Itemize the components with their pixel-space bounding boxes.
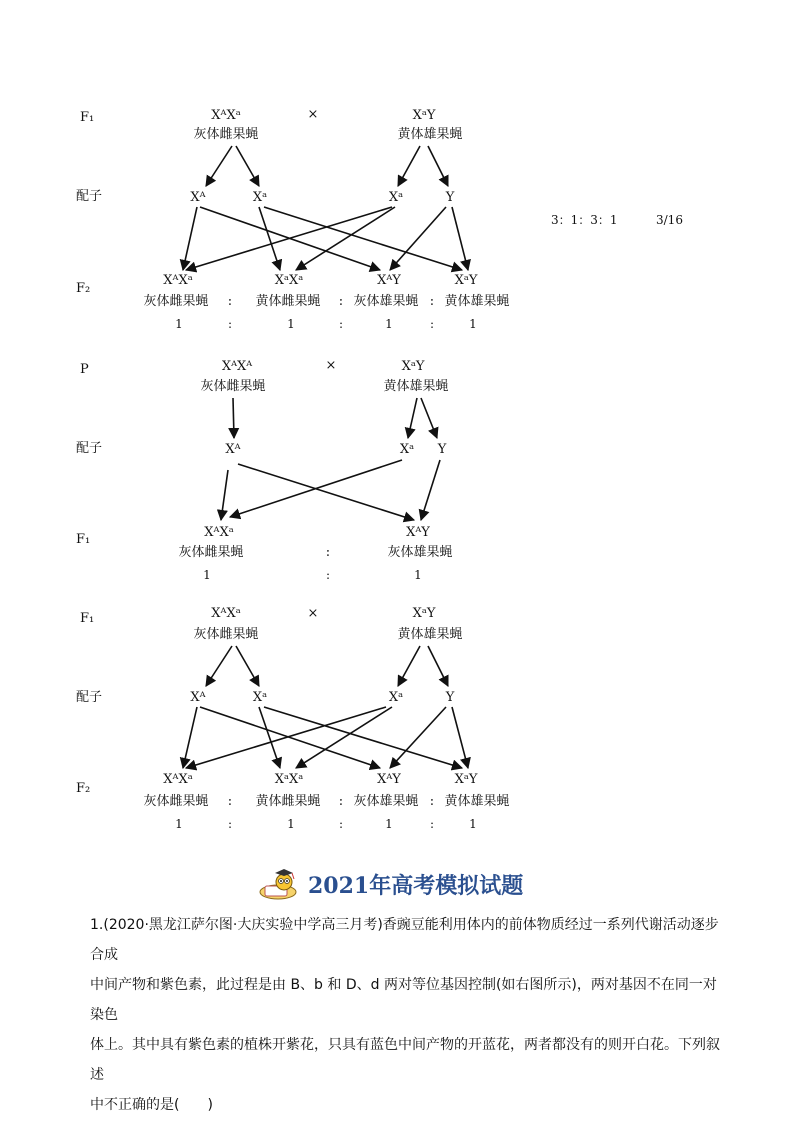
ratio-separator: : — [338, 294, 344, 309]
arrow — [236, 146, 259, 186]
offspring-ratio: 1 — [175, 817, 183, 831]
gamete-label: 配子 — [76, 441, 103, 456]
offspring-ratio: 1 — [287, 817, 295, 831]
ratio-separator: : — [429, 794, 435, 809]
question-line: 中间产物和紫色素，此过程是由 B、b 和 D、d 两对等位基因控制(如右图所示)，两对基因不在同一对染色 — [90, 977, 717, 1023]
arrow — [296, 207, 395, 270]
parent-male-genotype: XᵃY — [412, 606, 436, 621]
offspring-ratio: 1 — [469, 317, 477, 331]
parent-male-phenotype: 黄体雄果蝇 — [397, 127, 463, 142]
generation-label: F₁ — [80, 611, 95, 626]
offspring-genotype: XᴬXᵃ — [163, 273, 193, 288]
gamete: Xᵃ — [252, 190, 268, 205]
parent-male-phenotype: 黄体雄果蝇 — [397, 627, 463, 642]
arrow — [452, 207, 468, 270]
question-line: 1.(2020·黑龙江萨尔图·大庆实验中学高三月考)香豌豆能利用体内的前体物质经过一系列代谢活动逐步合成 — [90, 917, 719, 963]
parent-male-genotype: XᵃY — [401, 359, 425, 374]
offspring-phenotype: 黄体雌果蝇 — [255, 294, 321, 309]
cross-symbol: × — [307, 606, 319, 621]
offspring-phenotype: 灰体雌果蝇 — [143, 294, 209, 309]
offspring-genotype: XᴬY — [377, 273, 401, 288]
offspring-ratio: 1 — [203, 568, 211, 582]
generation-label: F₁ — [76, 532, 91, 547]
gamete: Y — [445, 690, 455, 705]
ratio-separator: : — [227, 294, 233, 309]
arrow — [236, 646, 259, 686]
offspring-genotype: XᴬXᵃ — [163, 772, 193, 787]
offspring-ratio: 1 — [469, 817, 477, 831]
arrow — [264, 707, 462, 768]
arrow — [233, 398, 234, 438]
gamete: Xᵃ — [252, 690, 268, 705]
parent-female-phenotype: 灰体雌果蝇 — [193, 627, 259, 642]
generation-label: P — [80, 362, 89, 377]
arrow — [452, 707, 468, 768]
gamete: Xᴬ — [225, 442, 241, 457]
ratio-separator: : — [429, 817, 435, 831]
gamete-label: 配子 — [76, 189, 103, 204]
offspring-genotype: XᵃY — [454, 273, 478, 288]
arrow — [398, 146, 420, 186]
ratio-separator: : — [325, 545, 331, 560]
offspring-phenotype: 灰体雌果蝇 — [143, 794, 209, 809]
gamete: Y — [437, 442, 447, 457]
arrow — [183, 207, 197, 270]
cross-symbol: × — [325, 358, 337, 373]
ratio-separator: : — [227, 817, 233, 831]
ratio-separator: : — [429, 294, 435, 309]
arrow — [398, 646, 420, 686]
offspring-genotype: XᴬXᵃ — [204, 525, 234, 540]
arrow — [296, 707, 392, 768]
question-1 — [90, 910, 722, 1120]
arrow — [390, 707, 446, 768]
offspring-ratio: 1 — [385, 817, 393, 831]
offspring-phenotype: 黄体雄果蝇 — [444, 294, 510, 309]
gamete: Xᵃ — [388, 190, 404, 205]
generation-label: F₂ — [76, 281, 91, 296]
parent-female-genotype: XᴬXᵃ — [211, 606, 241, 621]
parent-male-phenotype: 黄体雄果蝇 — [383, 379, 449, 394]
offspring-genotype: XᴬY — [406, 525, 430, 540]
offspring-genotype: XᵃXᵃ — [274, 273, 304, 288]
arrow — [221, 470, 228, 520]
ratio-separator: : — [227, 317, 233, 331]
answer-fraction: 3/16 — [656, 213, 683, 227]
offspring-phenotype: 灰体雄果蝇 — [353, 794, 419, 809]
section-heading — [256, 868, 556, 904]
answer-ratio: 3：1：3：1 — [551, 213, 618, 227]
arrow — [390, 207, 446, 270]
offspring-ratio: 1 — [175, 317, 183, 331]
gamete: Xᵃ — [399, 442, 415, 457]
arrow — [421, 460, 440, 520]
ratio-separator: : — [227, 794, 233, 809]
gamete: Y — [445, 190, 455, 205]
offspring-genotype: XᵃY — [454, 772, 478, 787]
parent-female-genotype: XᴬXᴬ — [221, 359, 253, 374]
offspring-genotype: XᵃXᵃ — [274, 772, 304, 787]
arrow — [428, 646, 448, 686]
gamete-label: 配子 — [76, 690, 103, 705]
generation-label: F₁ — [80, 110, 95, 125]
arrow — [206, 646, 232, 686]
arrow — [408, 398, 417, 438]
offspring-phenotype: 灰体雄果蝇 — [353, 294, 419, 309]
section-title: 2021年高考模拟试题 — [308, 873, 524, 899]
gamete: Xᴬ — [190, 190, 206, 205]
ratio-separator: : — [338, 794, 344, 809]
arrow — [421, 398, 437, 438]
parent-male-genotype: XᵃY — [412, 108, 436, 123]
offspring-phenotype: 灰体雄果蝇 — [387, 545, 453, 560]
question-line: 中不正确的是( ) — [90, 1097, 213, 1113]
ratio-separator: : — [338, 817, 344, 831]
gamete: Xᴬ — [190, 690, 206, 705]
offspring-genotype: XᴬY — [377, 772, 401, 787]
arrow — [200, 707, 380, 768]
cross-symbol: × — [307, 107, 319, 122]
ratio-separator: : — [429, 317, 435, 331]
question-line: 体上。其中具有紫色素的植株开紫花，只具有蓝色中间产物的开蓝花，两者都没有的则开白花。下列叙述 — [90, 1037, 720, 1083]
offspring-ratio: 1 — [414, 568, 422, 582]
gamete: Xᵃ — [388, 690, 404, 705]
arrow — [259, 207, 280, 270]
arrow — [428, 146, 448, 186]
parent-female-genotype: XᴬXᵃ — [211, 108, 241, 123]
ratio-separator: : — [325, 568, 331, 582]
arrow — [183, 707, 197, 768]
arrow — [186, 707, 386, 768]
generation-label: F₂ — [76, 781, 91, 796]
offspring-phenotype: 灰体雌果蝇 — [178, 545, 244, 560]
graduate-owl-icon — [256, 868, 302, 902]
offspring-ratio: 1 — [287, 317, 295, 331]
offspring-ratio: 1 — [385, 317, 393, 331]
parent-female-phenotype: 灰体雌果蝇 — [193, 127, 259, 142]
arrow — [259, 707, 280, 768]
parent-female-phenotype: 灰体雌果蝇 — [200, 379, 266, 394]
ratio-separator: : — [338, 317, 344, 331]
arrow — [206, 146, 232, 186]
arrow — [238, 464, 414, 520]
offspring-phenotype: 黄体雄果蝇 — [444, 794, 510, 809]
offspring-phenotype: 黄体雌果蝇 — [255, 794, 321, 809]
